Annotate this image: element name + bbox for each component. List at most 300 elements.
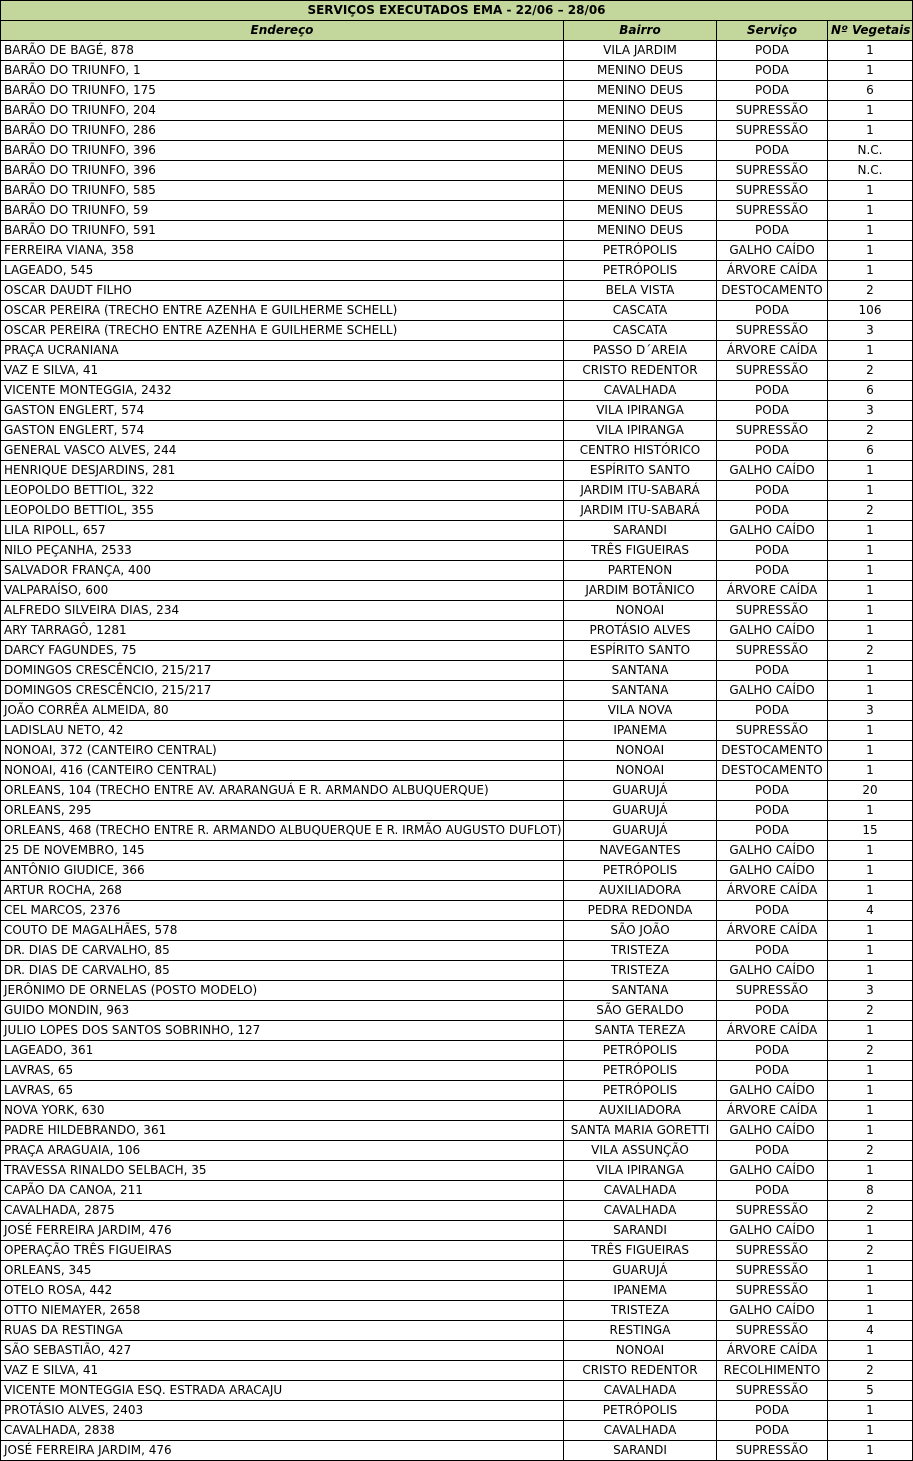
cell-servico: DESTOCAMENTO — [717, 741, 828, 761]
cell-bairro: PETRÓPOLIS — [564, 861, 717, 881]
cell-bairro: SANTANA — [564, 981, 717, 1001]
cell-vegetais: 1 — [828, 1101, 913, 1121]
cell-endereco: JULIO LOPES DOS SANTOS SOBRINHO, 127 — [1, 1021, 564, 1041]
cell-endereco: GUIDO MONDIN, 963 — [1, 1001, 564, 1021]
table-row — [1, 901, 913, 921]
cell-vegetais: 1 — [828, 1421, 913, 1441]
cell-bairro: TRISTEZA — [564, 961, 717, 981]
cell-endereco: CEL MARCOS, 2376 — [1, 901, 564, 921]
cell-bairro: TRISTEZA — [564, 941, 717, 961]
cell-endereco: TRAVESSA RINALDO SELBACH, 35 — [1, 1161, 564, 1181]
table-row — [1, 141, 913, 161]
cell-servico: PODA — [717, 821, 828, 841]
cell-vegetais: 1 — [828, 841, 913, 861]
table-row — [1, 1061, 913, 1081]
cell-servico: ÁRVORE CAÍDA — [717, 341, 828, 361]
cell-bairro: GUARUJÁ — [564, 781, 717, 801]
cell-vegetais: 1 — [828, 1081, 913, 1101]
table-row — [1, 941, 913, 961]
cell-vegetais: 1 — [828, 741, 913, 761]
table-row — [1, 381, 913, 401]
cell-endereco: LAVRAS, 65 — [1, 1081, 564, 1101]
cell-servico: DESTOCAMENTO — [717, 281, 828, 301]
cell-servico: PODA — [717, 141, 828, 161]
cell-bairro: SARANDI — [564, 521, 717, 541]
cell-vegetais: 8 — [828, 1181, 913, 1201]
table-row — [1, 761, 913, 781]
cell-vegetais: 3 — [828, 981, 913, 1001]
table-row — [1, 681, 913, 701]
cell-servico: PODA — [717, 501, 828, 521]
cell-bairro: VILA JARDIM — [564, 41, 717, 61]
cell-endereco: LILA RIPOLL, 657 — [1, 521, 564, 541]
cell-servico: GALHO CAÍDO — [717, 681, 828, 701]
cell-servico: PODA — [717, 541, 828, 561]
cell-endereco: ORLEANS, 468 (TRECHO ENTRE R. ARMANDO ALBUQUERQUE E R. IRMÃO AUGUSTO DUFLOT) — [1, 821, 564, 841]
cell-servico: ÁRVORE CAÍDA — [717, 881, 828, 901]
cell-bairro: CRISTO REDENTOR — [564, 1361, 717, 1381]
cell-endereco: OTTO NIEMAYER, 2658 — [1, 1301, 564, 1321]
cell-vegetais: 2 — [828, 1241, 913, 1261]
cell-vegetais: 6 — [828, 381, 913, 401]
cell-bairro: TRÊS FIGUEIRAS — [564, 1241, 717, 1261]
cell-servico: PODA — [717, 61, 828, 81]
table-row — [1, 161, 913, 181]
cell-endereco: VAZ E SILVA, 41 — [1, 361, 564, 381]
cell-vegetais: 15 — [828, 821, 913, 841]
cell-servico: PODA — [717, 441, 828, 461]
cell-vegetais: 1 — [828, 221, 913, 241]
table-row — [1, 1221, 913, 1241]
cell-vegetais: 2 — [828, 281, 913, 301]
cell-vegetais: 1 — [828, 1121, 913, 1141]
cell-vegetais: 2 — [828, 1041, 913, 1061]
cell-endereco: VICENTE MONTEGGIA, 2432 — [1, 381, 564, 401]
cell-servico: SUPRESSÃO — [717, 1381, 828, 1401]
cell-vegetais: 1 — [828, 121, 913, 141]
cell-vegetais: 3 — [828, 401, 913, 421]
table-row — [1, 1021, 913, 1041]
cell-bairro: SÃO GERALDO — [564, 1001, 717, 1021]
table-row — [1, 601, 913, 621]
cell-servico: SUPRESSÃO — [717, 1241, 828, 1261]
table-row — [1, 821, 913, 841]
cell-bairro: PROTÁSIO ALVES — [564, 621, 717, 641]
table-row — [1, 281, 913, 301]
table-row — [1, 421, 913, 441]
table-row — [1, 541, 913, 561]
cell-servico: SUPRESSÃO — [717, 321, 828, 341]
cell-servico: PODA — [717, 381, 828, 401]
cell-servico: SUPRESSÃO — [717, 1261, 828, 1281]
cell-endereco: JOSÉ FERREIRA JARDIM, 476 — [1, 1221, 564, 1241]
table-row — [1, 921, 913, 941]
cell-servico: GALHO CAÍDO — [717, 521, 828, 541]
cell-bairro: CENTRO HISTÓRICO — [564, 441, 717, 461]
cell-bairro: GUARUJÁ — [564, 821, 717, 841]
cell-endereco: LADISLAU NETO, 42 — [1, 721, 564, 741]
cell-vegetais: 1 — [828, 941, 913, 961]
table-row — [1, 401, 913, 421]
table-row — [1, 701, 913, 721]
cell-bairro: PASSO D´AREIA — [564, 341, 717, 361]
cell-endereco: NOVA YORK, 630 — [1, 1101, 564, 1121]
cell-endereco: BARÃO DO TRIUNFO, 286 — [1, 121, 564, 141]
cell-endereco: HENRIQUE DESJARDINS, 281 — [1, 461, 564, 481]
cell-servico: PODA — [717, 941, 828, 961]
cell-bairro: CAVALHADA — [564, 1201, 717, 1221]
cell-endereco: LAVRAS, 65 — [1, 1061, 564, 1081]
table-row — [1, 261, 913, 281]
cell-servico: ÁRVORE CAÍDA — [717, 581, 828, 601]
cell-endereco: LAGEADO, 545 — [1, 261, 564, 281]
table-row — [1, 441, 913, 461]
cell-bairro: AUXILIADORA — [564, 881, 717, 901]
cell-servico: ÁRVORE CAÍDA — [717, 261, 828, 281]
cell-vegetais: 20 — [828, 781, 913, 801]
table-row — [1, 1041, 913, 1061]
cell-vegetais: 2 — [828, 421, 913, 441]
table-row — [1, 201, 913, 221]
cell-bairro: GUARUJÁ — [564, 801, 717, 821]
cell-servico: PODA — [717, 901, 828, 921]
table-row — [1, 321, 913, 341]
cell-vegetais: 1 — [828, 801, 913, 821]
cell-vegetais: 4 — [828, 901, 913, 921]
cell-servico: PODA — [717, 561, 828, 581]
table-row — [1, 721, 913, 741]
cell-vegetais: 2 — [828, 1361, 913, 1381]
cell-endereco: ORLEANS, 345 — [1, 1261, 564, 1281]
table-row — [1, 1161, 913, 1181]
cell-servico: SUPRESSÃO — [717, 1281, 828, 1301]
cell-vegetais: 1 — [828, 721, 913, 741]
cell-servico: SUPRESSÃO — [717, 361, 828, 381]
cell-vegetais: 1 — [828, 461, 913, 481]
cell-bairro: MENINO DEUS — [564, 61, 717, 81]
cell-servico: PODA — [717, 221, 828, 241]
cell-bairro: NONOAI — [564, 1341, 717, 1361]
cell-vegetais: 1 — [828, 541, 913, 561]
cell-bairro: PEDRA REDONDA — [564, 901, 717, 921]
header-endereco: Endereço — [1, 21, 564, 41]
cell-servico: GALHO CAÍDO — [717, 241, 828, 261]
table-row — [1, 741, 913, 761]
cell-vegetais: 1 — [828, 681, 913, 701]
cell-endereco: PROTÁSIO ALVES, 2403 — [1, 1401, 564, 1421]
cell-endereco: NONOAI, 416 (CANTEIRO CENTRAL) — [1, 761, 564, 781]
table-row — [1, 1441, 913, 1461]
cell-bairro: MENINO DEUS — [564, 121, 717, 141]
table-row — [1, 1241, 913, 1261]
cell-bairro: JARDIM ITU-SABARÁ — [564, 481, 717, 501]
cell-bairro: IPANEMA — [564, 721, 717, 741]
cell-servico: SUPRESSÃO — [717, 1201, 828, 1221]
cell-servico: PODA — [717, 701, 828, 721]
cell-endereco: GASTON ENGLERT, 574 — [1, 421, 564, 441]
cell-bairro: SANTA TEREZA — [564, 1021, 717, 1041]
cell-vegetais: 1 — [828, 341, 913, 361]
cell-endereco: LEOPOLDO BETTIOL, 322 — [1, 481, 564, 501]
table-row — [1, 1381, 913, 1401]
cell-endereco: OSCAR PEREIRA (TRECHO ENTRE AZENHA E GUILHERME SCHELL) — [1, 301, 564, 321]
cell-servico: GALHO CAÍDO — [717, 621, 828, 641]
table-row — [1, 801, 913, 821]
cell-bairro: MENINO DEUS — [564, 201, 717, 221]
cell-vegetais: 1 — [828, 1341, 913, 1361]
header-servico: Serviço — [717, 21, 828, 41]
cell-endereco: RUAS DA RESTINGA — [1, 1321, 564, 1341]
cell-bairro: PETRÓPOLIS — [564, 1401, 717, 1421]
cell-servico: PODA — [717, 1041, 828, 1061]
cell-vegetais: N.C. — [828, 141, 913, 161]
cell-servico: SUPRESSÃO — [717, 1321, 828, 1341]
table-row — [1, 81, 913, 101]
cell-servico: ÁRVORE CAÍDA — [717, 921, 828, 941]
cell-servico: GALHO CAÍDO — [717, 1301, 828, 1321]
cell-bairro: RESTINGA — [564, 1321, 717, 1341]
cell-vegetais: 1 — [828, 241, 913, 261]
cell-vegetais: 3 — [828, 321, 913, 341]
cell-bairro: CAVALHADA — [564, 1181, 717, 1201]
cell-bairro: GUARUJÁ — [564, 1261, 717, 1281]
cell-servico: GALHO CAÍDO — [717, 1221, 828, 1241]
cell-servico: SUPRESSÃO — [717, 981, 828, 1001]
cell-bairro: PETRÓPOLIS — [564, 261, 717, 281]
cell-endereco: VICENTE MONTEGGIA ESQ. ESTRADA ARACAJU — [1, 1381, 564, 1401]
table-row — [1, 961, 913, 981]
cell-endereco: ARY TARRAGÔ, 1281 — [1, 621, 564, 641]
cell-bairro: NONOAI — [564, 741, 717, 761]
table-row — [1, 101, 913, 121]
cell-bairro: PETRÓPOLIS — [564, 1061, 717, 1081]
table-row — [1, 521, 913, 541]
cell-servico: PODA — [717, 41, 828, 61]
table-row — [1, 1201, 913, 1221]
cell-bairro: CAVALHADA — [564, 1381, 717, 1401]
cell-vegetais: 1 — [828, 1021, 913, 1041]
cell-servico: PODA — [717, 301, 828, 321]
table-row — [1, 561, 913, 581]
cell-endereco: OPERAÇÃO TRÊS FIGUEIRAS — [1, 1241, 564, 1261]
cell-bairro: CASCATA — [564, 301, 717, 321]
table-row — [1, 1261, 913, 1281]
cell-vegetais: 1 — [828, 1301, 913, 1321]
cell-servico: RECOLHIMENTO — [717, 1361, 828, 1381]
cell-servico: SUPRESSÃO — [717, 641, 828, 661]
cell-endereco: CAVALHADA, 2838 — [1, 1421, 564, 1441]
cell-endereco: OTELO ROSA, 442 — [1, 1281, 564, 1301]
cell-endereco: DOMINGOS CRESCÊNCIO, 215/217 — [1, 681, 564, 701]
table-header-row — [1, 21, 913, 41]
cell-servico: PODA — [717, 1181, 828, 1201]
table-row — [1, 241, 913, 261]
table-row — [1, 841, 913, 861]
cell-vegetais: 3 — [828, 701, 913, 721]
cell-vegetais: 1 — [828, 1261, 913, 1281]
cell-vegetais: 1 — [828, 601, 913, 621]
cell-endereco: NONOAI, 372 (CANTEIRO CENTRAL) — [1, 741, 564, 761]
table-row — [1, 1121, 913, 1141]
table-row — [1, 641, 913, 661]
cell-endereco: 25 DE NOVEMBRO, 145 — [1, 841, 564, 861]
cell-bairro: JARDIM BOTÂNICO — [564, 581, 717, 601]
cell-bairro: TRÊS FIGUEIRAS — [564, 541, 717, 561]
cell-endereco: GASTON ENGLERT, 574 — [1, 401, 564, 421]
table-row — [1, 121, 913, 141]
cell-vegetais: 5 — [828, 1381, 913, 1401]
cell-vegetais: 1 — [828, 1061, 913, 1081]
cell-servico: SUPRESSÃO — [717, 121, 828, 141]
cell-endereco: SÃO SEBASTIÃO, 427 — [1, 1341, 564, 1361]
cell-servico: ÁRVORE CAÍDA — [717, 1101, 828, 1121]
cell-endereco: ORLEANS, 104 (TRECHO ENTRE AV. ARARANGUÁ E R. ARMANDO ALBUQUERQUE) — [1, 781, 564, 801]
cell-vegetais: 1 — [828, 1221, 913, 1241]
cell-servico: DESTOCAMENTO — [717, 761, 828, 781]
table-row — [1, 661, 913, 681]
cell-endereco: BARÃO DO TRIUNFO, 396 — [1, 161, 564, 181]
cell-bairro: MENINO DEUS — [564, 161, 717, 181]
cell-endereco: BARÃO DE BAGÉ, 878 — [1, 41, 564, 61]
cell-bairro: AUXILIADORA — [564, 1101, 717, 1121]
cell-servico: GALHO CAÍDO — [717, 841, 828, 861]
cell-endereco: GENERAL VASCO ALVES, 244 — [1, 441, 564, 461]
table-row — [1, 1421, 913, 1441]
table-row — [1, 881, 913, 901]
cell-bairro: VILA ASSUNÇÃO — [564, 1141, 717, 1161]
cell-endereco: OSCAR DAUDT FILHO — [1, 281, 564, 301]
table-row — [1, 1001, 913, 1021]
cell-bairro: ESPÍRITO SANTO — [564, 641, 717, 661]
cell-vegetais: 2 — [828, 501, 913, 521]
table-row — [1, 461, 913, 481]
cell-servico: PODA — [717, 1001, 828, 1021]
cell-endereco: BARÃO DO TRIUNFO, 591 — [1, 221, 564, 241]
cell-vegetais: 1 — [828, 261, 913, 281]
table-row — [1, 1341, 913, 1361]
cell-endereco: LAGEADO, 361 — [1, 1041, 564, 1061]
cell-endereco: BARÃO DO TRIUNFO, 175 — [1, 81, 564, 101]
cell-vegetais: 1 — [828, 1161, 913, 1181]
table-row — [1, 1181, 913, 1201]
cell-servico: PODA — [717, 401, 828, 421]
header-bairro: Bairro — [564, 21, 717, 41]
cell-servico: PODA — [717, 661, 828, 681]
cell-endereco: VAZ E SILVA, 41 — [1, 1361, 564, 1381]
cell-servico: PODA — [717, 801, 828, 821]
cell-servico: PODA — [717, 1141, 828, 1161]
table-row — [1, 1081, 913, 1101]
cell-servico: PODA — [717, 81, 828, 101]
cell-endereco: VALPARAÍSO, 600 — [1, 581, 564, 601]
cell-endereco: ARTUR ROCHA, 268 — [1, 881, 564, 901]
cell-vegetais: 2 — [828, 1201, 913, 1221]
cell-vegetais: 1 — [828, 761, 913, 781]
table-row — [1, 341, 913, 361]
cell-bairro: IPANEMA — [564, 1281, 717, 1301]
cell-endereco: ALFREDO SILVEIRA DIAS, 234 — [1, 601, 564, 621]
cell-servico: ÁRVORE CAÍDA — [717, 1341, 828, 1361]
cell-vegetais: 1 — [828, 621, 913, 641]
cell-endereco: CAPÃO DA CANOA, 211 — [1, 1181, 564, 1201]
cell-servico: ÁRVORE CAÍDA — [717, 1021, 828, 1041]
cell-servico: PODA — [717, 1401, 828, 1421]
cell-servico: SUPRESSÃO — [717, 421, 828, 441]
table-row — [1, 621, 913, 641]
cell-vegetais: 1 — [828, 881, 913, 901]
cell-endereco: COUTO DE MAGALHÃES, 578 — [1, 921, 564, 941]
cell-servico: PODA — [717, 781, 828, 801]
cell-vegetais: 1 — [828, 661, 913, 681]
table-row — [1, 501, 913, 521]
cell-vegetais: 1 — [828, 41, 913, 61]
cell-endereco: DR. DIAS DE CARVALHO, 85 — [1, 941, 564, 961]
cell-servico: SUPRESSÃO — [717, 601, 828, 621]
cell-servico: GALHO CAÍDO — [717, 861, 828, 881]
cell-endereco: DOMINGOS CRESCÊNCIO, 215/217 — [1, 661, 564, 681]
cell-servico: PODA — [717, 481, 828, 501]
table-row — [1, 1141, 913, 1161]
cell-vegetais: 1 — [828, 921, 913, 941]
cell-servico: SUPRESSÃO — [717, 201, 828, 221]
cell-bairro: SANTANA — [564, 681, 717, 701]
table-row — [1, 1281, 913, 1301]
cell-vegetais: 1 — [828, 1401, 913, 1421]
cell-endereco: ORLEANS, 295 — [1, 801, 564, 821]
cell-vegetais: 1 — [828, 581, 913, 601]
header-vegetais: Nº Vegetais — [828, 21, 913, 41]
cell-vegetais: 1 — [828, 961, 913, 981]
table-row — [1, 1321, 913, 1341]
cell-bairro: CRISTO REDENTOR — [564, 361, 717, 381]
cell-bairro: JARDIM ITU-SABARÁ — [564, 501, 717, 521]
cell-bairro: PETRÓPOLIS — [564, 241, 717, 261]
table-row — [1, 41, 913, 61]
cell-bairro: TRISTEZA — [564, 1301, 717, 1321]
cell-servico: GALHO CAÍDO — [717, 961, 828, 981]
cell-endereco: PRAÇA UCRANIANA — [1, 341, 564, 361]
table-body — [1, 41, 913, 1461]
cell-bairro: MENINO DEUS — [564, 141, 717, 161]
cell-servico: GALHO CAÍDO — [717, 1081, 828, 1101]
cell-vegetais: 2 — [828, 1001, 913, 1021]
cell-bairro: PETRÓPOLIS — [564, 1081, 717, 1101]
cell-endereco: BARÃO DO TRIUNFO, 396 — [1, 141, 564, 161]
cell-bairro: SARANDI — [564, 1441, 717, 1461]
cell-vegetais: 106 — [828, 301, 913, 321]
cell-vegetais: 1 — [828, 561, 913, 581]
cell-endereco: JERÔNIMO DE ORNELAS (POSTO MODELO) — [1, 981, 564, 1001]
cell-bairro: CAVALHADA — [564, 381, 717, 401]
cell-servico: PODA — [717, 1061, 828, 1081]
cell-endereco: OSCAR PEREIRA (TRECHO ENTRE AZENHA E GUILHERME SCHELL) — [1, 321, 564, 341]
cell-bairro: MENINO DEUS — [564, 181, 717, 201]
cell-servico: SUPRESSÃO — [717, 721, 828, 741]
cell-bairro: SANTA MARIA GORETTI — [564, 1121, 717, 1141]
table-row — [1, 61, 913, 81]
cell-endereco: PADRE HILDEBRANDO, 361 — [1, 1121, 564, 1141]
cell-endereco: DR. DIAS DE CARVALHO, 85 — [1, 961, 564, 981]
cell-bairro: SANTANA — [564, 661, 717, 681]
cell-servico: PODA — [717, 1421, 828, 1441]
cell-bairro: VILA IPIRANGA — [564, 421, 717, 441]
cell-vegetais: 1 — [828, 521, 913, 541]
cell-vegetais: 1 — [828, 101, 913, 121]
cell-bairro: BELA VISTA — [564, 281, 717, 301]
table-row — [1, 781, 913, 801]
cell-servico: SUPRESSÃO — [717, 181, 828, 201]
cell-bairro: MENINO DEUS — [564, 101, 717, 121]
